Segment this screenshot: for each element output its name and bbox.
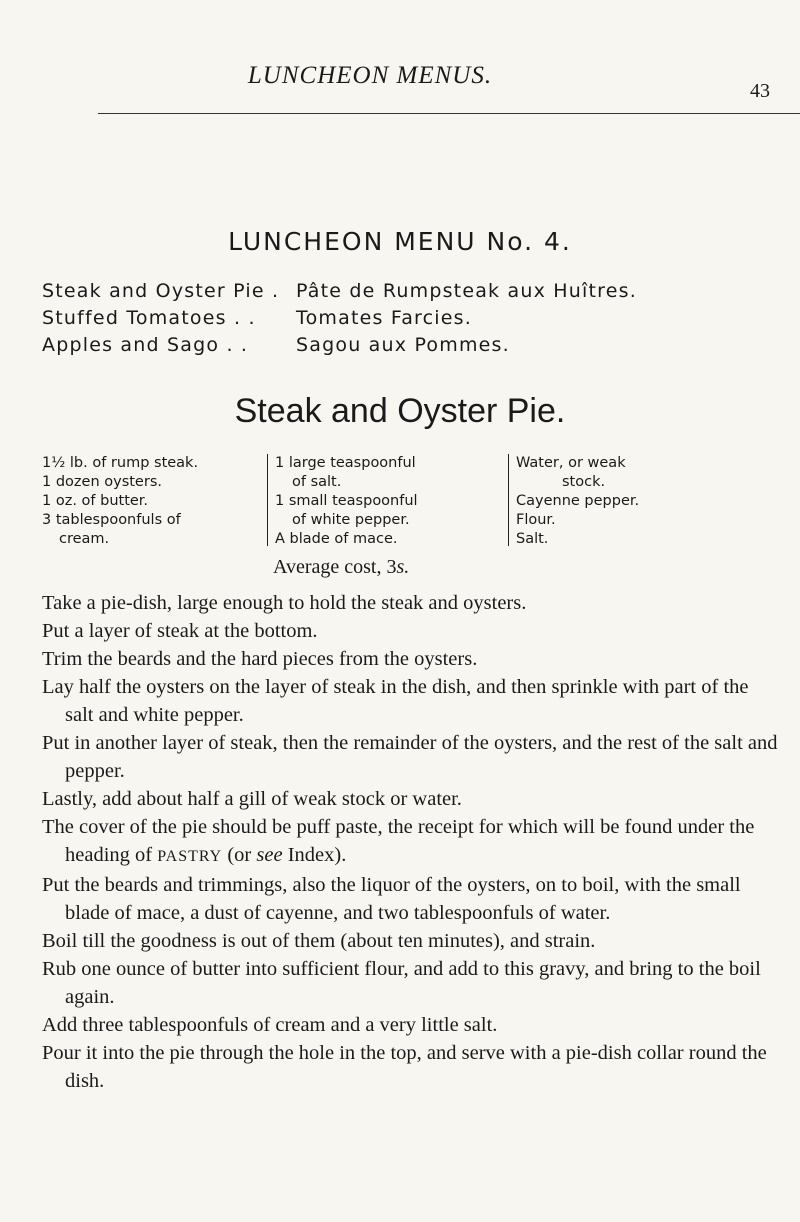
average-cost-unit: s. [396,556,410,578]
see-reference: see [256,844,283,866]
method-step: Put the beards and trimmings, also the liquor of the oysters, on to boil, with the small blade of mace, a dust of cayenne, and two tablespoonfuls of water. [42,874,741,924]
ingredient: stock. [562,474,606,490]
ingredients-column-3 [516,454,746,549]
ingredient: 1½ lb. of rump steak. [42,455,199,471]
method-step: Lastly, add about half a gill of weak stock or water. [42,788,462,810]
menu-item-french: Sagou aux Pommes. [296,334,510,356]
average-cost-label: Average cost, 3 [273,556,397,578]
menu-item-french: Tomates Farcies. [296,307,473,329]
ingredient: 1 oz. of butter. [42,493,149,509]
ingredients-column-2 [275,454,495,549]
average-cost [273,556,409,579]
ingredient: of white pepper. [292,512,410,528]
ingredient: Flour. [516,512,556,528]
page-number: 43 [750,80,770,102]
column-divider [267,454,268,546]
method-step: Pour it into the pie through the hole in the top, and serve with a pie-dish collar round the dish. [42,1042,767,1092]
ingredient: cream. [59,531,110,547]
method [42,589,782,1095]
method-step: Add three tablespoonfuls of cream and a very little salt. [42,1014,498,1036]
recipe-title: Steak and Oyster Pie. [234,392,566,430]
running-head [0,62,800,102]
menu-item [42,334,772,361]
menu-title: LUNCHEON MENU No. 4. [228,227,572,256]
column-divider [508,454,509,546]
ingredient: 1 dozen oysters. [42,474,162,490]
step-text: (or [222,844,257,866]
ingredients-column-1 [42,454,270,549]
ingredient: Cayenne pepper. [516,493,640,509]
method-step: Rub one ounce of butter into sufficient flour, and add to this gravy, and bring to the boil again. [42,958,761,1008]
ingredient: Water, or weak [516,455,626,471]
menu-item-english: Apples and Sago . . [42,334,249,356]
pastry-reference: PASTRY [157,848,223,865]
menu-item-english: Steak and Oyster Pie . [42,280,280,302]
method-step: Put a layer of steak at the bottom. [42,620,318,642]
step-text: The cover of the pie should be puff paste, the receipt for which will be found under the heading of [42,816,755,866]
menu-item-english: Stuffed Tomatoes . . [42,307,256,329]
method-step: Lay half the oysters on the layer of steak in the dish, and then sprinkle with part of the salt and white pepper. [42,676,749,726]
ingredient: Salt. [516,531,549,547]
method-step: Put in another layer of steak, then the remainder of the oysters, and the rest of the salt and pepper. [42,732,778,782]
header-rule [98,113,800,114]
menu-item [42,307,772,334]
menu-item-french: Pâte de Rumpsteak aux Huîtres. [296,280,637,302]
method-step [42,813,782,871]
ingredient: A blade of mace. [275,531,398,547]
ingredient: of salt. [292,474,342,490]
menu-list [42,280,772,361]
step-text: Index). [282,844,347,866]
ingredient: 1 large teaspoonful [275,455,416,471]
ingredients-table [42,454,782,554]
menu-item [42,280,772,307]
ingredient: 1 small teaspoonful [275,493,418,509]
method-step: Boil till the goodness is out of them (about ten minutes), and strain. [42,930,596,952]
ingredient: 3 tablespoonfuls of [42,512,181,528]
method-step: Trim the beards and the hard pieces from the oysters. [42,648,478,670]
method-step: Take a pie-dish, large enough to hold the steak and oysters. [42,592,527,614]
running-title: LUNCHEON MENUS. [247,62,493,89]
